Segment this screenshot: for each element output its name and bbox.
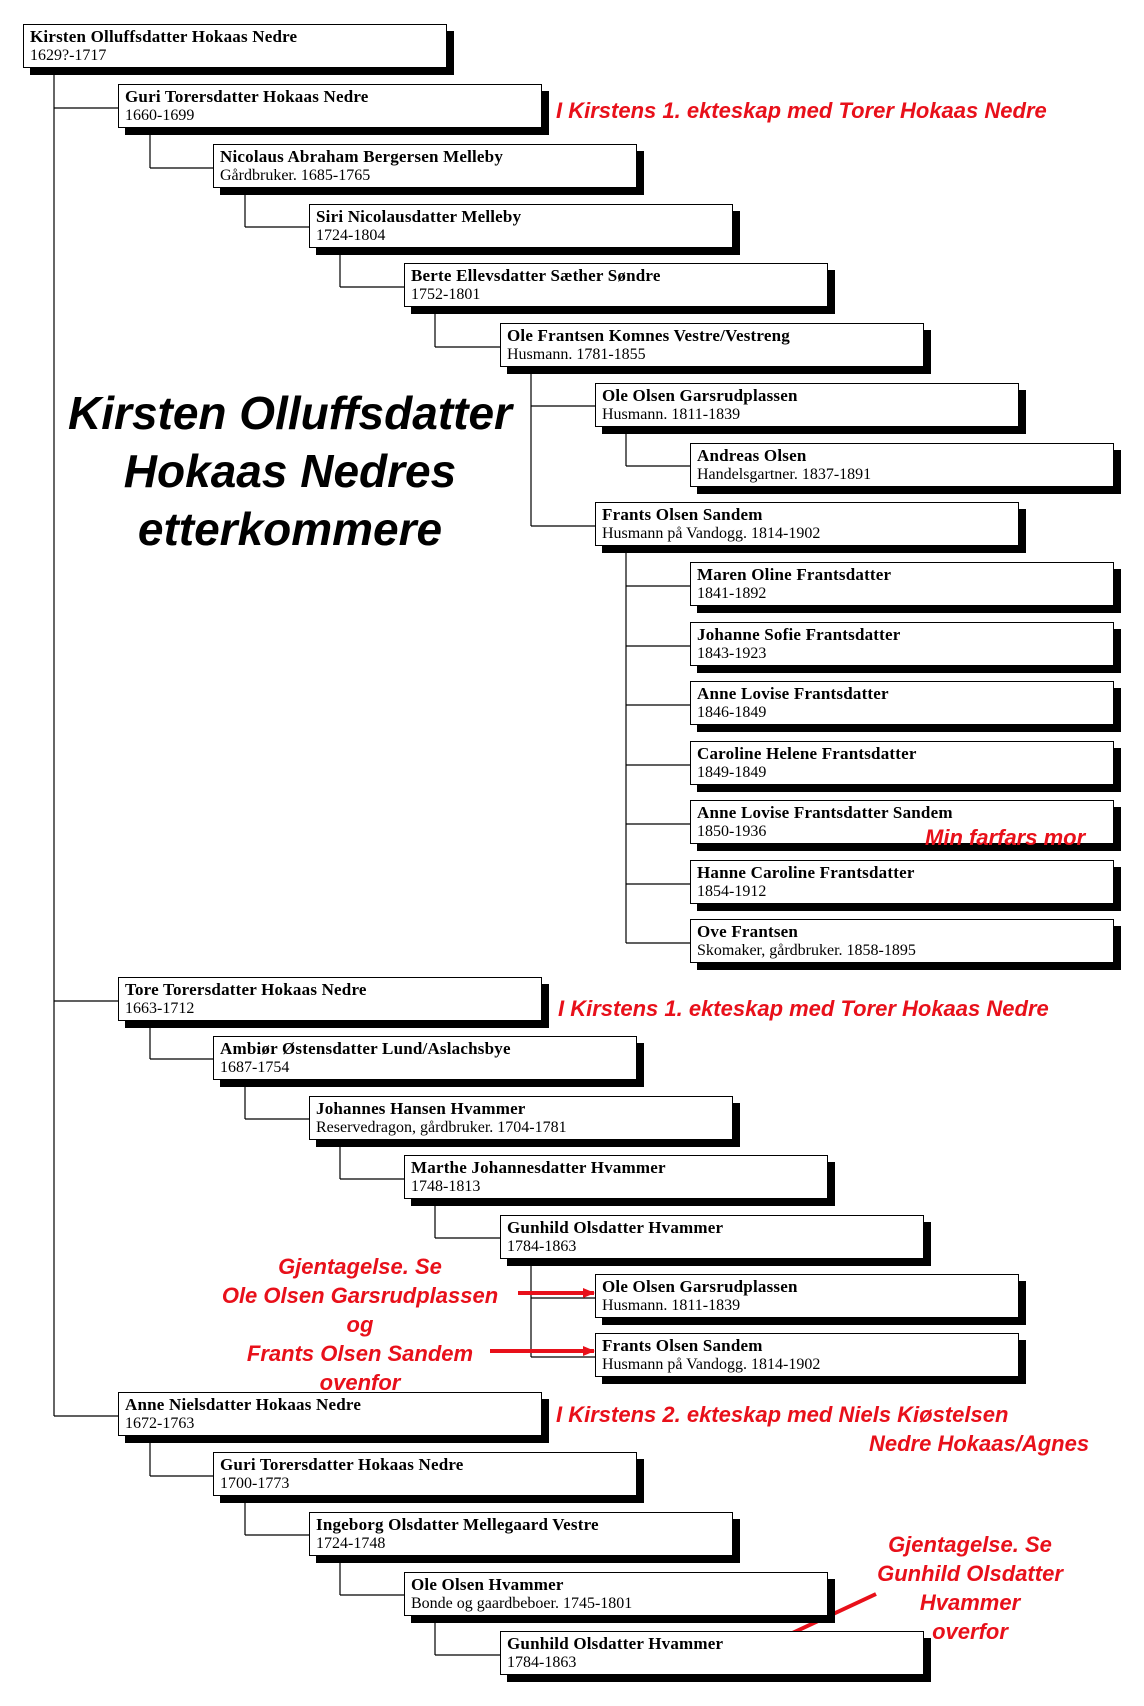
repeat-note-line: og <box>346 1312 374 1337</box>
person-name: Tore Torersdatter Hokaas Nedre <box>125 980 367 999</box>
person-name: Johannes Hansen Hvammer <box>316 1099 526 1118</box>
person-name: Guri Torersdatter Hokaas Nedre <box>125 87 369 106</box>
repeat-note-2 <box>850 1530 1090 1646</box>
person-box-johannes <box>309 1096 733 1140</box>
person-name: Nicolaus Abraham Bergersen Melleby <box>220 147 504 166</box>
person-box-ole-hvammer <box>404 1572 828 1616</box>
title-line: etterkommere <box>137 503 443 555</box>
person-name: Guri Torersdatter Hokaas Nedre <box>220 1455 464 1474</box>
person-details: 1748-1813 <box>411 1178 481 1195</box>
repeat-note-line: Gjentagelse. Se <box>278 1254 442 1279</box>
person-details: 1846-1849 <box>697 704 767 721</box>
person-box-ole-olsen-repeat <box>595 1274 1019 1318</box>
person-box-gunhild-1 <box>500 1215 924 1259</box>
person-box-ambior <box>213 1036 637 1080</box>
person-name: Frants Olsen Sandem <box>602 505 763 524</box>
person-details: Husmann. 1781-1855 <box>507 346 646 363</box>
person-name: Gunhild Olsdatter Hvammer <box>507 1218 724 1237</box>
person-details: 1850-1936 <box>697 823 767 840</box>
person-box-ole-olsen <box>595 383 1019 427</box>
marriage-note-1: I Kirstens 1. ekteskap med Torer Hokaas Nedre <box>556 98 1047 123</box>
person-name: Gunhild Olsdatter Hvammer <box>507 1634 724 1653</box>
person-details: 1672-1763 <box>125 1415 195 1432</box>
person-box-nicolaus <box>213 144 637 188</box>
person-details: Handelsgartner. 1837-1891 <box>697 466 872 483</box>
marriage-note-2-line2: Nedre Hokaas/Agnes <box>869 1431 1090 1456</box>
person-name: Ambiør Østensdatter Lund/Aslachsbye <box>220 1039 511 1058</box>
repeat-note-line: Ole Olsen Garsrudplassen <box>221 1283 499 1308</box>
marriage-note-1b: I Kirstens 1. ekteskap med Torer Hokaas Nedre <box>558 996 1049 1021</box>
person-name: Kirsten Olluffsdatter Hokaas Nedre <box>30 27 298 46</box>
person-box-andreas <box>690 443 1114 487</box>
person-name: Ole Olsen Garsrudplassen <box>602 1277 798 1296</box>
page-title <box>50 384 530 558</box>
person-details: Husmann. 1811-1839 <box>602 406 741 423</box>
title-line: Hokaas Nedres <box>123 445 457 497</box>
person-name: Ole Olsen Garsrudplassen <box>602 386 798 405</box>
person-box-ove <box>690 919 1114 963</box>
person-details: Skomaker, gårdbruker. 1858-1895 <box>697 942 916 959</box>
person-box-caroline <box>690 741 1114 785</box>
person-name: Ole Olsen Hvammer <box>411 1575 564 1594</box>
repeat-note-line: Gunhild Olsdatter <box>877 1561 1063 1586</box>
person-name: Berte Ellevsdatter Sæther Søndre <box>411 266 661 285</box>
person-name: Anne Lovise Frantsdatter <box>697 684 889 703</box>
person-box-ingeborg <box>309 1512 733 1556</box>
person-box-anne-lovise-1 <box>690 681 1114 725</box>
person-details: 1660-1699 <box>125 107 195 124</box>
repeat-note-line: Gjentagelse. Se <box>888 1532 1052 1557</box>
person-name: Hanne Caroline Frantsdatter <box>697 863 915 882</box>
person-name: Ole Frantsen Komnes Vestre/Vestreng <box>507 326 790 345</box>
person-details: Reservedragon, gårdbruker. 1704-1781 <box>316 1119 567 1136</box>
person-name: Ove Frantsen <box>697 922 799 941</box>
person-name: Marthe Johannesdatter Hvammer <box>411 1158 666 1177</box>
person-name: Maren Oline Frantsdatter <box>697 565 892 584</box>
person-box-anne-nielsdatter <box>118 1392 542 1436</box>
person-box-siri <box>309 204 733 248</box>
person-details: 1784-1863 <box>507 1238 577 1255</box>
person-details: 1841-1892 <box>697 585 767 602</box>
title-line: Kirsten Olluffsdatter <box>68 387 512 439</box>
person-details: Bonde og gaardbeboer. 1745-1801 <box>411 1595 633 1612</box>
person-box-ole-frantsen <box>500 323 924 367</box>
person-details: 1629?-1717 <box>30 47 107 64</box>
marriage-note-2 <box>556 1400 1089 1458</box>
person-box-frants-repeat <box>595 1333 1019 1377</box>
person-box-tore <box>118 977 542 1021</box>
repeat-note-line: Hvammer <box>919 1590 1021 1615</box>
person-name: Anne Lovise Frantsdatter Sandem <box>697 803 953 822</box>
person-details: 1724-1748 <box>316 1535 386 1552</box>
repeat-note-line: Frants Olsen Sandem <box>246 1341 474 1366</box>
person-name: Anne Nielsdatter Hokaas Nedre <box>125 1395 362 1414</box>
person-details: 1687-1754 <box>220 1059 290 1076</box>
person-details: 1843-1923 <box>697 645 767 662</box>
person-name: Caroline Helene Frantsdatter <box>697 744 917 763</box>
person-name: Andreas Olsen <box>697 446 807 465</box>
person-box-guri-2 <box>213 1452 637 1496</box>
person-details: 1663-1712 <box>125 1000 195 1017</box>
person-details: 1849-1849 <box>697 764 767 781</box>
person-box-guri <box>118 84 542 128</box>
farfars-mor-note: Min farfars mor <box>925 825 1086 850</box>
person-name: Frants Olsen Sandem <box>602 1336 763 1355</box>
person-details: Husmann. 1811-1839 <box>602 1297 741 1314</box>
person-name: Siri Nicolausdatter Melleby <box>316 207 522 226</box>
repeat-note-1 <box>200 1252 520 1397</box>
person-name: Johanne Sofie Frantsdatter <box>697 625 901 644</box>
person-box-berte <box>404 263 828 307</box>
marriage-note-2-line1: I Kirstens 2. ekteskap med Niels Kiøstelsen <box>556 1402 1009 1427</box>
person-details: 1752-1801 <box>411 286 481 303</box>
person-details: Gårdbruker. 1685-1765 <box>220 167 371 184</box>
person-box-maren <box>690 562 1114 606</box>
person-details: 1724-1804 <box>316 227 386 244</box>
person-details: Husmann på Vandogg. 1814-1902 <box>602 525 821 542</box>
person-details: 1784-1863 <box>507 1654 577 1671</box>
repeat-note-line: ovenfor <box>319 1370 401 1395</box>
person-box-frants <box>595 502 1019 546</box>
repeat-note-line: overfor <box>932 1619 1008 1644</box>
person-box-johanne <box>690 622 1114 666</box>
person-box-hanne <box>690 860 1114 904</box>
person-details: 1854-1912 <box>697 883 767 900</box>
person-name: Ingeborg Olsdatter Mellegaard Vestre <box>316 1515 599 1534</box>
person-box-kirsten <box>23 24 447 68</box>
person-box-marthe <box>404 1155 828 1199</box>
person-details: 1700-1773 <box>220 1475 290 1492</box>
person-details: Husmann på Vandogg. 1814-1902 <box>602 1356 821 1373</box>
